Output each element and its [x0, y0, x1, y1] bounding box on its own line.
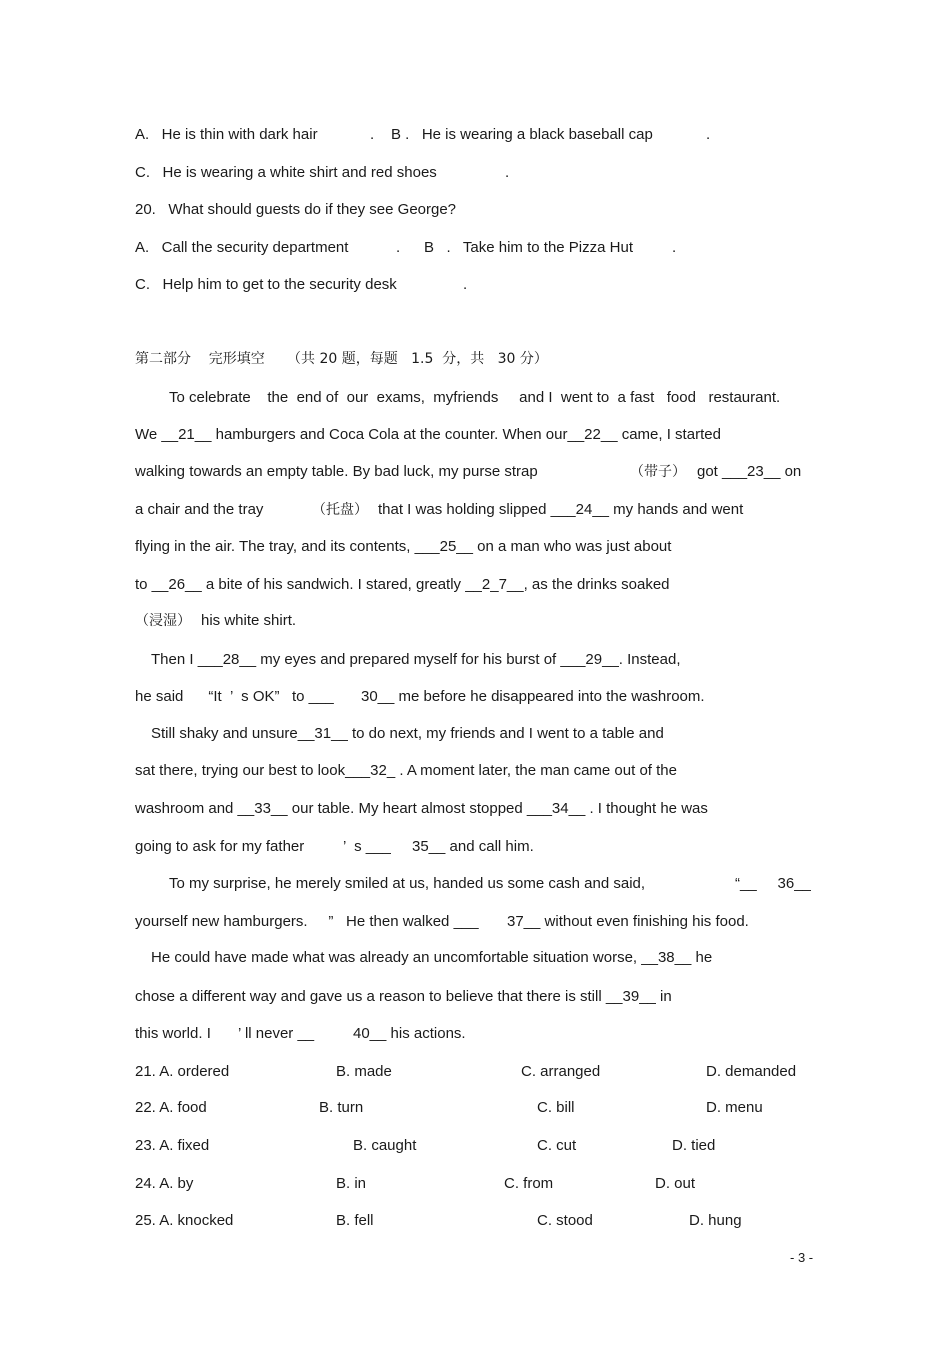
page-number: - 3 -: [790, 1250, 814, 1265]
choice-25-b: B. fell: [336, 1212, 374, 1229]
passage-line: ’ s ___: [343, 838, 391, 855]
q19-option-a-end: .: [370, 126, 375, 143]
passage-line: yourself new hamburgers. ”: [135, 913, 334, 930]
passage-line: walking towards an empty table. By bad luck, my purse strap: [135, 463, 538, 480]
q20-question: 20. What should guests do if they see George?: [135, 201, 457, 218]
choice-21-c: C. arranged: [521, 1063, 601, 1080]
passage-line: To my surprise, he merely smiled at us, handed us some cash and said,: [169, 875, 646, 892]
choice-21-b: B. made: [336, 1063, 392, 1080]
choice-22-d: D. menu: [706, 1099, 763, 1116]
passage-line: To celebrate the end of our exams, myfriends and I went to a fast food restaurant.: [169, 389, 781, 406]
choice-23-d: D. tied: [672, 1137, 716, 1154]
choice-25-c: C. stood: [537, 1212, 593, 1229]
q20-option-a: A. Call the security department: [135, 239, 349, 256]
choice-25-a: 25. A. knocked: [135, 1212, 234, 1229]
passage-line: he said “It ’ s OK” to ___: [135, 688, 334, 705]
passage-line: 40__ his actions.: [353, 1025, 466, 1042]
choice-25-d: D. hung: [689, 1212, 742, 1229]
passage-line: Still shaky and unsure__31__ to do next, my friends and I went to a table and: [151, 725, 664, 742]
passage-line: a chair and the tray: [135, 501, 264, 518]
passage-line: his white shirt.: [201, 612, 297, 629]
choice-24-d: D. out: [655, 1175, 696, 1192]
passage-line: going to ask for my father: [135, 838, 305, 855]
passage-line: 37__ without even finishing his food.: [507, 913, 749, 930]
q19-option-b: B . He is wearing a black baseball cap: [391, 126, 653, 143]
passage-line: Then I ___28__ my eyes and prepared myself for his burst of ___29__. Instead,: [151, 651, 681, 668]
passage-line: We __21__ hamburgers and Coca Cola at the counter. When our__22__ came, I started: [135, 426, 721, 443]
passage-line: that I was holding slipped ___24__ my hands and went: [378, 501, 744, 518]
passage-line: washroom and __33__ our table. My heart almost stopped ___34__ . I thought he was: [135, 800, 708, 817]
choice-22-c: C. bill: [537, 1099, 575, 1116]
passage-line: He then walked ___: [346, 913, 479, 930]
q20-option-c-end: .: [463, 276, 468, 293]
q19-option-c-end: .: [505, 164, 510, 181]
passage-line: to __26__ a bite of his sandwich. I stared, greatly __2_7__, as the drinks soaked: [135, 576, 670, 593]
choice-23-b: B. caught: [353, 1137, 417, 1154]
choice-24-a: 24. A. by: [135, 1175, 194, 1192]
passage-line: flying in the air. The tray, and its contents, ___25__ on a man who was just about: [135, 538, 672, 555]
passage-gloss: （带子）: [630, 464, 686, 480]
choice-23-c: C. cut: [537, 1137, 577, 1154]
choice-21-d: D. demanded: [706, 1063, 797, 1080]
passage-line: this world. I: [135, 1025, 211, 1042]
passage-gloss: （托盘）: [312, 502, 368, 518]
section-heading: 第二部分 完形填空 （共 20 题，每题 1.5 分，共 30 分）: [135, 351, 548, 367]
choice-22-b: B. turn: [319, 1099, 364, 1116]
q20-option-b-end: .: [672, 239, 677, 256]
choice-23-a: 23. A. fixed: [135, 1137, 210, 1154]
passage-line: He could have made what was already an uncomfortable situation worse, __38__ he: [151, 949, 713, 966]
passage-line: 35__ and call him.: [412, 838, 534, 855]
passage-line: got ___23__ on: [697, 463, 802, 480]
q20-option-c: C. Help him to get to the security desk: [135, 276, 397, 293]
q19-option-c: C. He is wearing a white shirt and red shoes: [135, 164, 437, 181]
choice-21-a: 21. A. ordered: [135, 1063, 230, 1080]
passage-line: chose a different way and gave us a reason to believe that there is still __39__ in: [135, 988, 672, 1005]
q19-option-a: A. He is thin with dark hair: [135, 126, 318, 143]
choice-24-b: B. in: [336, 1175, 367, 1192]
choice-22-a: 22. A. food: [135, 1099, 207, 1116]
choice-24-c: C. from: [504, 1175, 554, 1192]
passage-line: ’ ll never __: [238, 1025, 315, 1042]
passage-line: “__ 36__: [735, 875, 811, 892]
passage-line: sat there, trying our best to look___32_ . A moment later, the man came out of the: [135, 762, 677, 779]
passage-line: 30__ me before he disappeared into the washroom.: [361, 688, 705, 705]
passage-gloss: （浸湿）: [135, 613, 191, 629]
q19-option-b-end: .: [706, 126, 711, 143]
q20-option-b: B . Take him to the Pizza Hut: [424, 239, 633, 256]
q20-option-a-end: .: [396, 239, 401, 256]
